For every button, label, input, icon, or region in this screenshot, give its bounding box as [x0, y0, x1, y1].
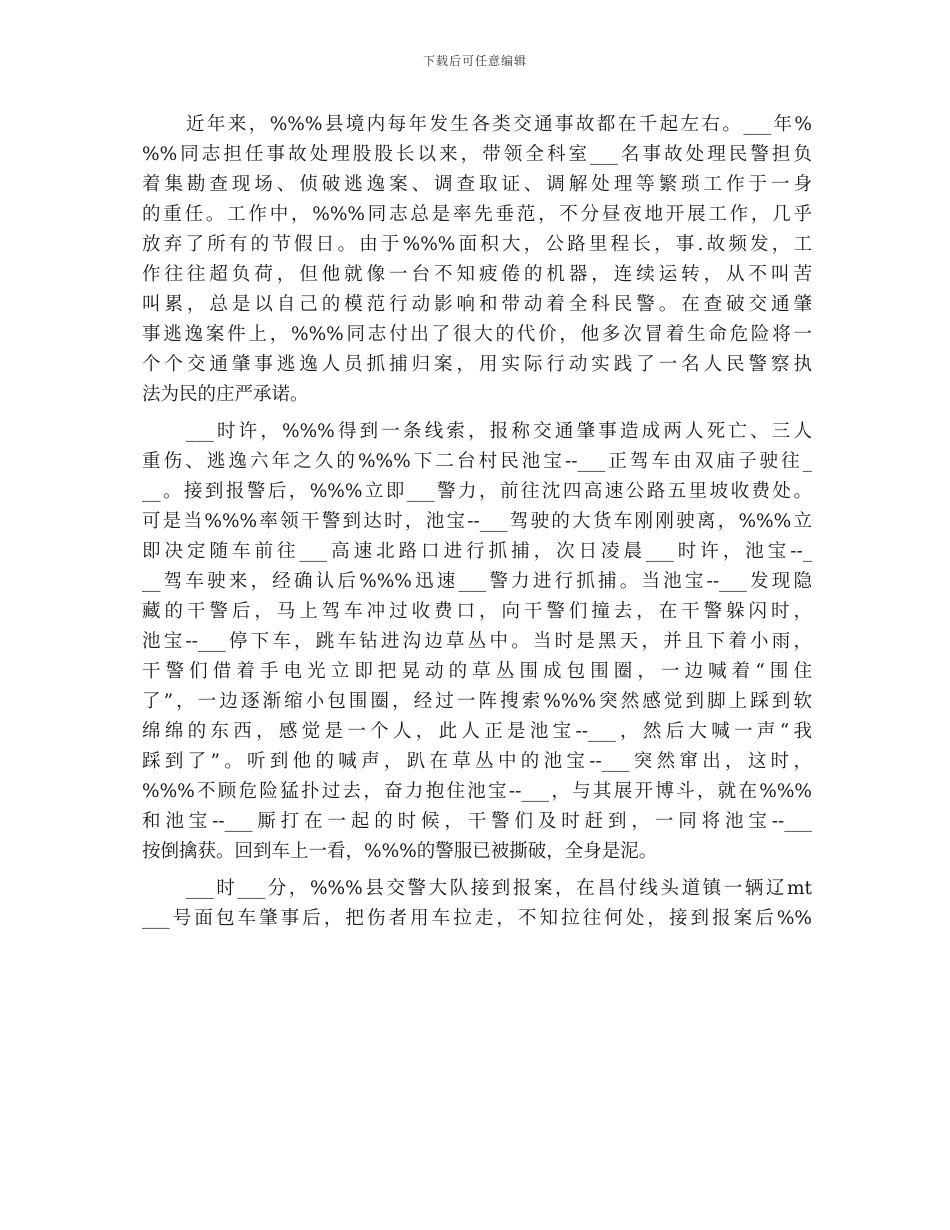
text-line: 着集勘查现场、侦破逃逸案、调查取证、调解处理等繁琐工作于一身	[142, 174, 812, 195]
text-line: ___时___分，%%%县交警大队接到报案，在昌付线头道镇一辆辽mt	[186, 878, 812, 899]
text-line: 按倒擒获。回到车上一看，%%%的警服已被撕破，全身是泥。	[142, 841, 658, 862]
page-header: 下载后可任意编辑	[422, 54, 527, 68]
document-body	[142, 110, 812, 941]
text-line: 池宝--___停下车，跳车钻进沟边草丛中。当时是黑天，并且下着小雨，	[142, 631, 812, 652]
text-line: 重伤、逃逸六年之久的%%%下二台村民池宝--___正驾车由双庙子驶往_	[142, 451, 812, 472]
text-line: 作往往超负荷，但他就像一台不知疲倦的机器，连续运转，从不叫苦	[142, 264, 812, 285]
text-line: 干警们借着手电光立即把晃动的草丛围成包围圈，一边喊着“围住	[142, 661, 812, 682]
text-line: 踩到了”。听到他的喊声，趴在草丛中的池宝--___突然窜出，这时，	[142, 751, 812, 772]
text-line: 个个交通肇事逃逸人员抓捕归案，用实际行动实践了一名人民警察执	[142, 354, 812, 375]
text-line: ___时许，%%%得到一条线索，报称交通肇事造成两人死亡、三人	[186, 421, 812, 442]
text-line: 事逃逸案件上，%%%同志付出了很大的代价，他多次冒着生命危险将一	[142, 324, 812, 345]
paragraph-1	[142, 110, 812, 410]
text-line: __。接到报警后，%%%立即___警力，前往沈四高速公路五里坡收费处。	[142, 481, 812, 502]
text-line: ___号面包车肇事后，把伤者用车拉走，不知拉往何处，接到报案后%%	[142, 908, 812, 929]
paragraph-2	[142, 417, 812, 867]
text-line: 了”，一边逐渐缩小包围圈，经过一阵搜索%%%突然感觉到脚上踩到软	[142, 691, 812, 712]
text-line: 和池宝--___厮打在一起的时候，干警们及时赶到，一同将池宝--___	[142, 811, 812, 832]
text-line: 放弃了所有的节假日。由于%%%面积大，公路里程长，事.故频发，工	[142, 234, 812, 255]
text-line: 法为民的庄严承诺。	[142, 384, 309, 405]
text-line: 近年来，%%%县境内每年发生各类交通事故都在千起左右。___年%	[186, 114, 812, 135]
text-line: 叫累，总是以自己的模范行动影响和带动着全科民警。在查破交通肇	[142, 294, 812, 315]
paragraph-3	[142, 874, 812, 934]
text-line: 的重任。工作中，%%%同志总是率先垂范，不分昼夜地开展工作，几乎	[142, 204, 812, 225]
text-line: 藏的干警后，马上驾车冲过收费口，向干警们撞去，在干警躲闪时，	[142, 601, 812, 622]
text-line: 即决定随车前往___高速北路口进行抓捕，次日凌晨___时许，池宝--_	[142, 541, 812, 562]
text-line: %%同志担任事故处理股股长以来，带领全科室___名事故处理民警担负	[142, 144, 812, 165]
text-line: 可是当%%%率领干警到达时，池宝--___驾驶的大货车刚刚驶离，%%%立	[142, 511, 812, 532]
text-line: %%%不顾危险猛扑过去，奋力抱住池宝--___，与其展开博斗，就在%%%	[142, 781, 812, 802]
text-line: __驾车驶来，经确认后%%%迅速___警力进行抓捕。当池宝--___发现隐	[142, 571, 812, 592]
text-line: 绵绵的东西，感觉是一个人，此人正是池宝--___，然后大喊一声“我	[142, 721, 812, 742]
